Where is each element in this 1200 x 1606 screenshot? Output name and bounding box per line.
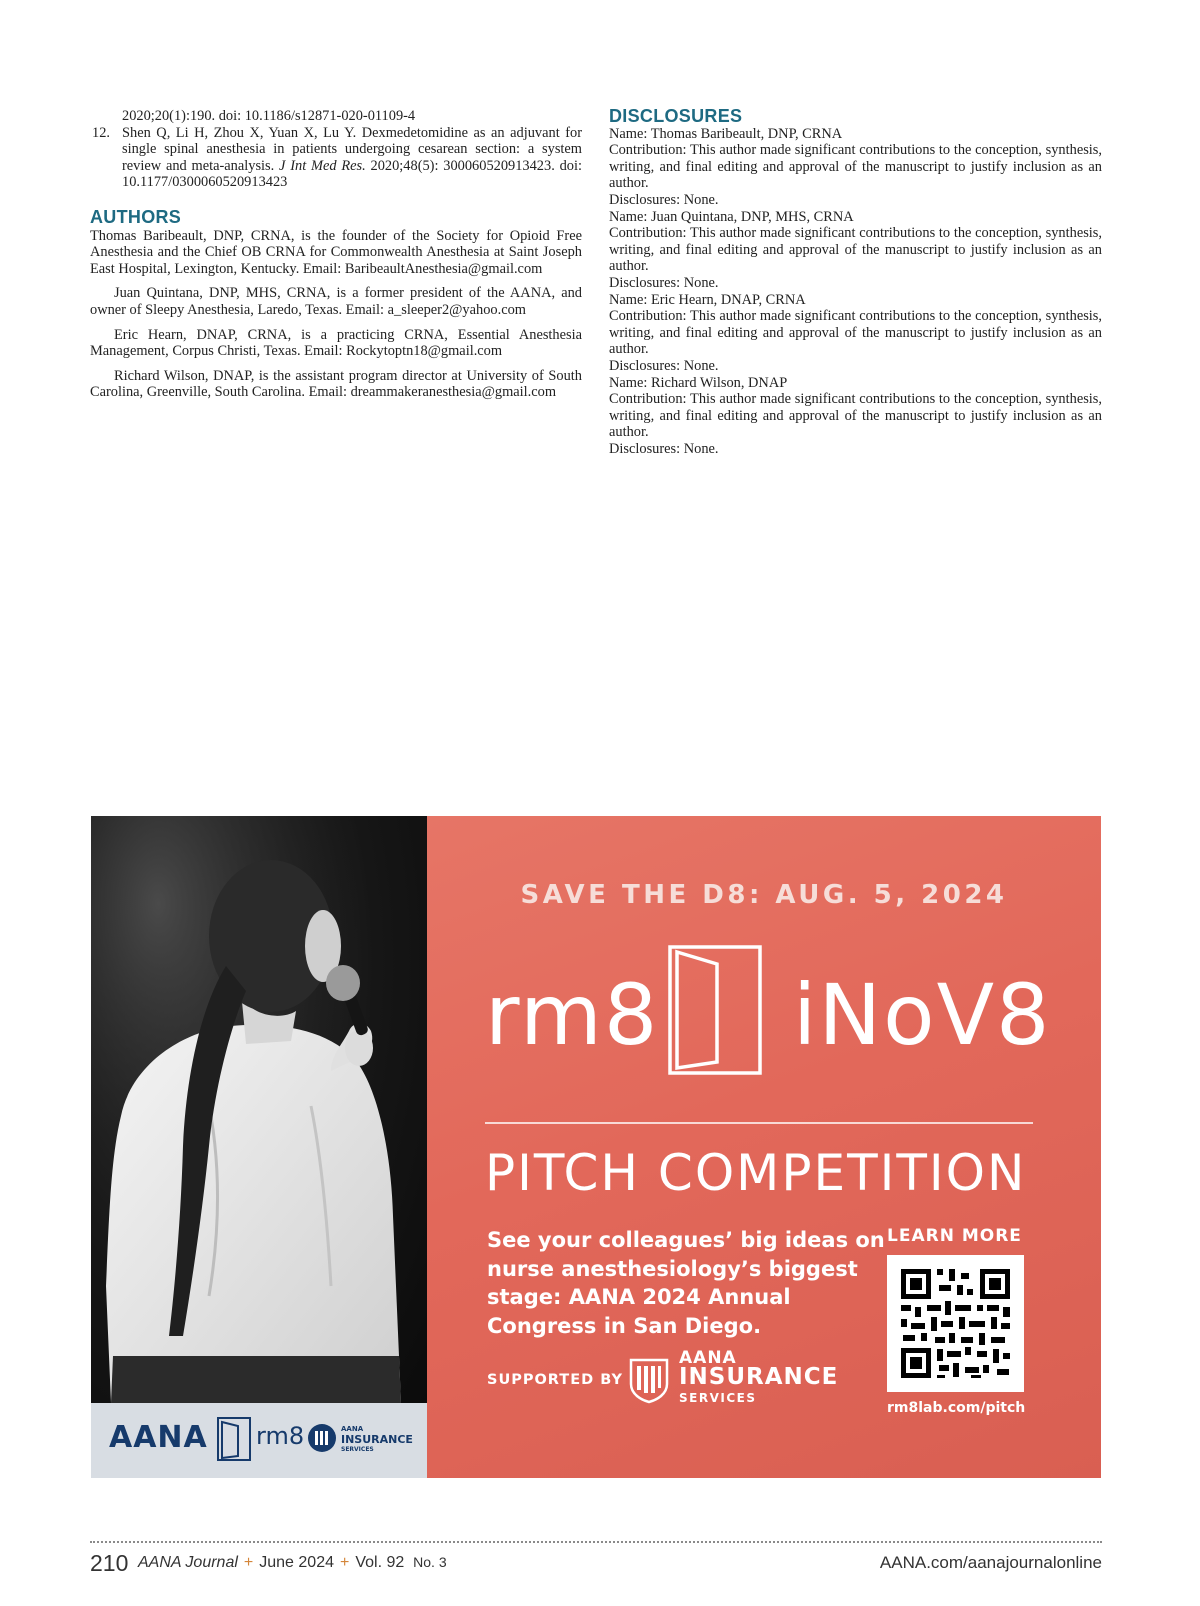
rm8-logo: rm8 bbox=[256, 1422, 305, 1450]
door-logo-icon bbox=[216, 1416, 252, 1462]
disclosures-heading: DISCLOSURES bbox=[609, 106, 743, 126]
page-footer bbox=[90, 1550, 1102, 1578]
reference-text-end: 2020;48(5): 300060520913423. doi: 10.1177/0300060520913423 bbox=[122, 157, 582, 191]
disclosure-contribution: Contribution: This author made significant contributions to the conception, synthesis, writing, and final editing and approval of the manuscript to justify inclusion as an author. bbox=[609, 225, 1102, 275]
aana-logo: AANA bbox=[109, 1420, 208, 1455]
logo-ins-line3: SERVICES bbox=[341, 1446, 374, 1453]
disclosure-statement: Disclosures: None. bbox=[609, 274, 719, 291]
ad-divider bbox=[485, 1122, 1033, 1124]
save-the-date: SAVE THE D8: AUG. 5, 2024 bbox=[520, 880, 1008, 910]
right-column bbox=[609, 108, 1102, 457]
insurance-shield-icon bbox=[307, 1423, 337, 1453]
open-door-icon bbox=[667, 944, 763, 1076]
separator-icon: + bbox=[243, 1554, 254, 1571]
ad-content-panel bbox=[427, 816, 1101, 1478]
separator-icon: + bbox=[339, 1554, 350, 1571]
journal-name: AANA Journal bbox=[138, 1554, 238, 1571]
brand-rm8: rm8 bbox=[485, 966, 660, 1064]
reference-number: 12. bbox=[92, 124, 110, 141]
disclosure-contribution: Contribution: This author made significant contributions to the conception, synthesis, writing, and final editing and approval of the manuscript to justify inclusion as an author. bbox=[609, 308, 1102, 358]
pitch-competition-title: PITCH COMPETITION bbox=[485, 1144, 1027, 1202]
reference-item bbox=[90, 125, 582, 191]
disclosure-statement: Disclosures: None. bbox=[609, 440, 719, 457]
ad-body-text: See your colleagues’ big ideas on nurse anesthesiology’s biggest stage: AANA 2024 Annual Congress in San Diego. bbox=[487, 1228, 885, 1338]
author-bio: Juan Quintana, DNP, MHS, CRNA, is a former president of the AANA, and owner of Sleepy Anesthesia, Laredo, Texas. Email: a_sleeper2@yahoo.com bbox=[90, 285, 582, 318]
footer-divider bbox=[90, 1541, 1102, 1543]
author-bio: Richard Wilson, DNAP, is the assistant program director at University of South Carolina, Greenville, South Carolina. Email: dreammakeranesthesia@gmail.com bbox=[90, 367, 582, 401]
logo-ins-line2: INSURANCE bbox=[341, 1433, 413, 1446]
learn-more-label: LEARN MORE bbox=[887, 1226, 1022, 1246]
author-bio: Eric Hearn, DNAP, CRNA, is a practicing CRNA, Essential Anesthesia Management, Corpus Christi, Texas. Email: Rockytoptn18@gmail.com bbox=[90, 326, 582, 360]
insurance-shield-icon bbox=[627, 1356, 671, 1404]
insurance-name-line2: INSURANCE bbox=[679, 1364, 839, 1390]
learn-more-url[interactable]: rm8lab.com/pitch bbox=[887, 1400, 1026, 1416]
brand-inov8: iNoV8 bbox=[793, 966, 1052, 1064]
author-bio: Thomas Baribeault, DNP, CRNA, is the founder of the Society for Opioid Free Anesthesia and the Chief OB CRNA for Commonwealth Anesthesia at Saint Joseph East Hospital, Lexington, Kentucky. Email: BaribeaultAnesthesia@gmail.com bbox=[90, 227, 582, 277]
insurance-name-line1: AANA bbox=[679, 1348, 737, 1368]
issue-number: No. 3 bbox=[413, 1554, 447, 1570]
disclosure-name: Name: Juan Quintana, DNP, MHS, CRNA bbox=[609, 208, 854, 225]
insurance-name-line3: SERVICES bbox=[679, 1391, 757, 1405]
disclosure-contribution: Contribution: This author made significant contributions to the conception, synthesis, writing, and final editing and approval of the manuscript to justify inclusion as an author. bbox=[609, 142, 1102, 192]
reference-journal: J Int Med Res. bbox=[279, 157, 366, 174]
authors-heading: AUTHORS bbox=[90, 206, 182, 227]
qr-code[interactable] bbox=[887, 1255, 1024, 1392]
disclosure-name: Name: Richard Wilson, DNAP bbox=[609, 374, 788, 391]
disclosure-statement: Disclosures: None. bbox=[609, 357, 719, 374]
logo-ins-line1: AANA bbox=[341, 1425, 364, 1433]
reference-text: Shen Q, Li H, Zhou X, Yuan X, Lu Y. Dexmedetomidine as an adjuvant for single spinal anesthesia in patients undergoing cesarean section: a system review and meta-analysis. bbox=[122, 124, 582, 174]
reference-item bbox=[90, 108, 582, 125]
sponsor-logo-bar bbox=[91, 1403, 427, 1478]
volume: Vol. 92 bbox=[355, 1554, 405, 1571]
disclosure-contribution: Contribution: This author made significant contributions to the conception, synthesis, writing, and final editing and approval of the manuscript to justify inclusion as an author. bbox=[609, 391, 1102, 441]
issue-date: June 2024 bbox=[259, 1554, 334, 1571]
speaker-illustration bbox=[91, 816, 427, 1403]
disclosure-name: Name: Thomas Baribeault, DNP, CRNA bbox=[609, 125, 843, 142]
advertisement bbox=[91, 816, 1101, 1478]
disclosure-statement: Disclosures: None. bbox=[609, 191, 719, 208]
supported-by-label: SUPPORTED BY bbox=[487, 1372, 623, 1388]
left-column bbox=[90, 108, 582, 401]
disclosure-name: Name: Eric Hearn, DNAP, CRNA bbox=[609, 291, 806, 308]
qr-code-icon bbox=[887, 1255, 1024, 1392]
reference-text: 2020;20(1):190. doi: 10.1186/s12871-020-01109-4 bbox=[122, 108, 416, 124]
journal-website-link[interactable]: AANA.com/aanajournalonline bbox=[879, 1553, 1102, 1572]
page-number: 210 bbox=[90, 1550, 129, 1576]
speaker-photo bbox=[91, 816, 427, 1403]
journal-citation-line bbox=[138, 1554, 447, 1572]
